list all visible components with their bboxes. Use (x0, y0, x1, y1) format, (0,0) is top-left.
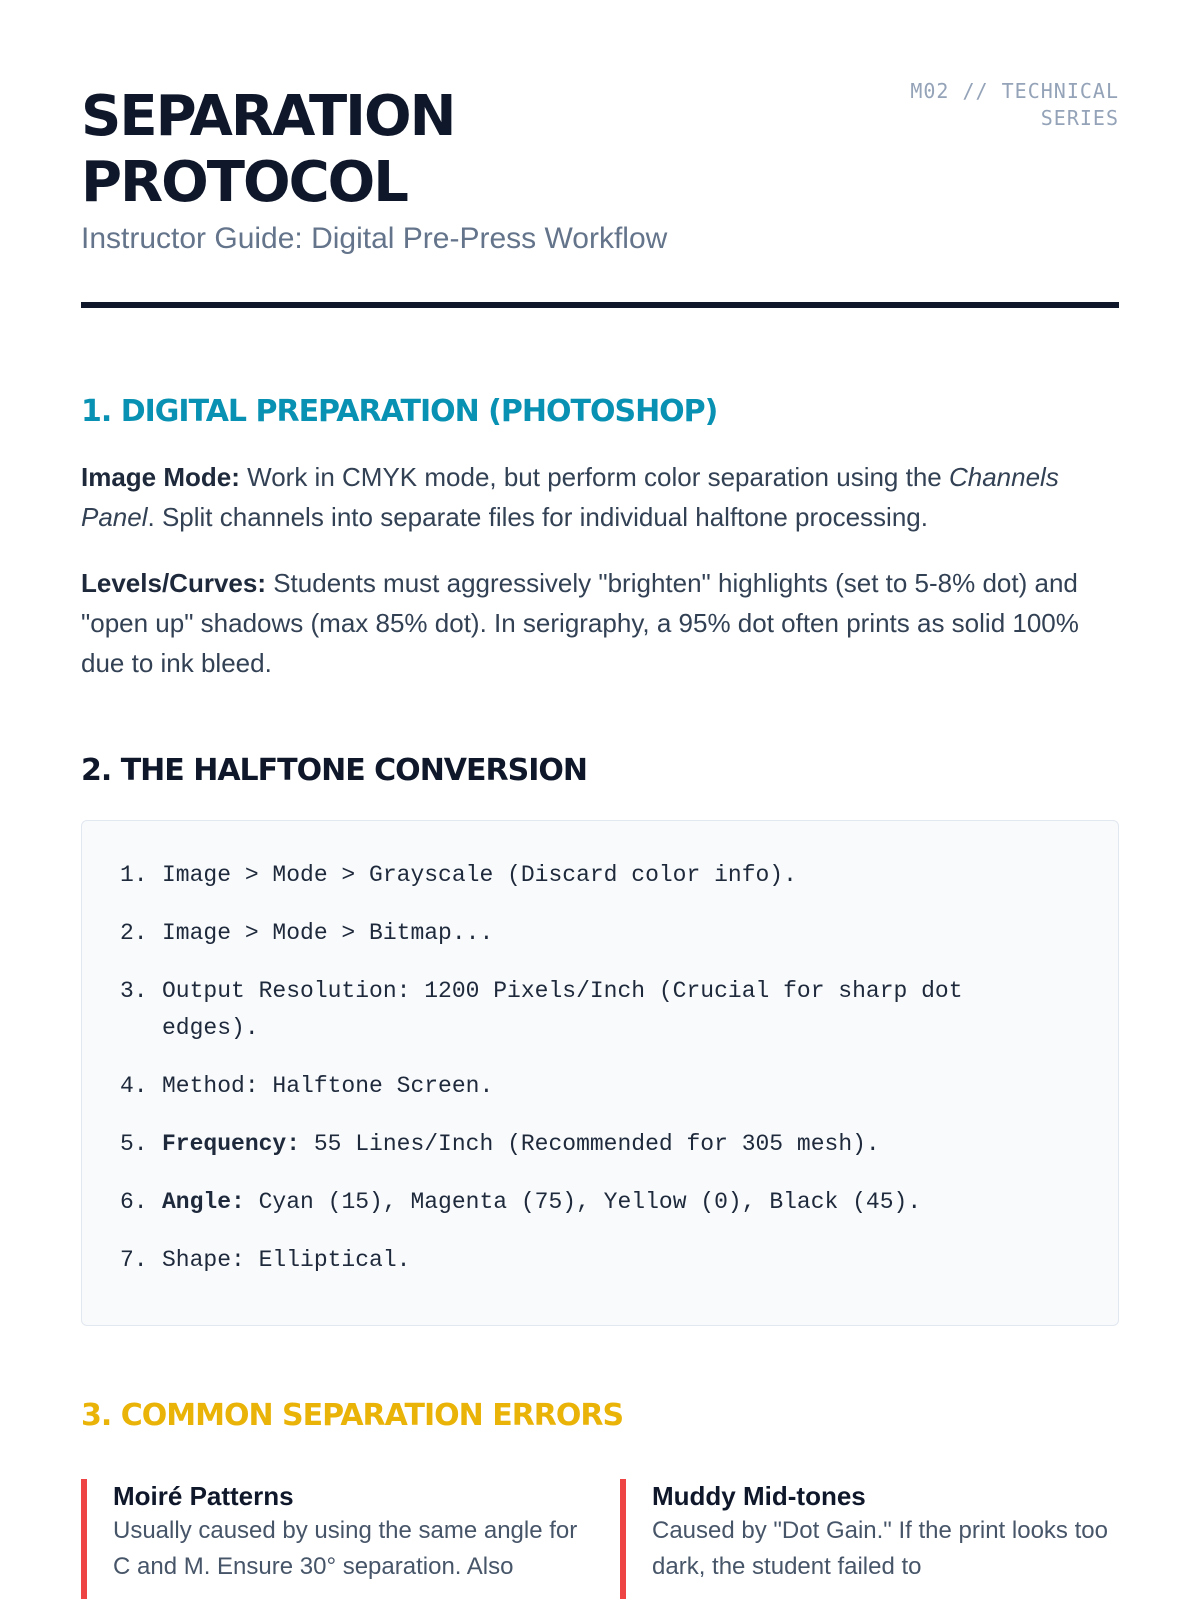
header-divider (81, 302, 1119, 308)
step-number: 1. (120, 862, 148, 888)
step-label: Angle: (162, 1189, 245, 1215)
step-text: Method: Halftone Screen. (162, 1073, 494, 1099)
document-subtitle: Instructor Guide: Digital Pre-Press Workflow (81, 222, 668, 255)
error-card-title: Moiré Patterns (113, 1481, 294, 1511)
image-mode-paragraph (81, 457, 1119, 537)
halftone-step (120, 1126, 1082, 1163)
image-mode-text-a: Work in CMYK mode, but perform color separation using the (239, 462, 949, 492)
step-detail: 55 Lines/Inch (Recommended for 305 mesh). (300, 1131, 880, 1157)
section-heading-common-errors: 3. COMMON SEPARATION ERRORS (81, 1398, 624, 1433)
levels-curves-label: Levels/Curves: (81, 568, 266, 598)
error-card-title: Muddy Mid-tones (652, 1481, 866, 1511)
image-mode-label: Image Mode: (81, 462, 240, 492)
channels-panel-term: Channels Panel (81, 462, 1059, 532)
step-text (162, 1184, 982, 1221)
halftone-step (120, 1068, 1082, 1105)
levels-curves-text: Students must aggressively "brighten" highlights (set to 5-8% dot) and "open up" shadows (max 85% dot). In serigraphy, a 95% dot often prints as solid 100% due to ink bleed. (81, 568, 1079, 678)
error-card-body: Usually caused by using the same angle for C and M. Ensure 30° separation. Also (113, 1517, 578, 1580)
document-title: SEPARATION PROTOCOL (81, 84, 455, 215)
error-card-body: Caused by "Dot Gain." If the print looks too dark, the student failed to (652, 1517, 1108, 1580)
step-number: 6. (120, 1189, 148, 1215)
step-detail: Cyan (15), Magenta (75), Yellow (0), Black (45). (244, 1189, 922, 1215)
section-heading-halftone-conversion: 2. THE HALFTONE CONVERSION (81, 753, 587, 788)
step-label: Frequency: (162, 1131, 301, 1157)
step-text: Output Resolution: 1200 Pixels/Inch (Crucial for sharp dot edges). (162, 978, 963, 1041)
levels-curves-paragraph (81, 563, 1119, 683)
halftone-step (120, 857, 1082, 894)
halftone-step (120, 1184, 1082, 1221)
step-number: 3. (120, 978, 148, 1004)
error-card-moire (81, 1479, 580, 1599)
document-header (81, 0, 1119, 308)
step-number: 2. (120, 920, 148, 946)
halftone-step (120, 973, 1082, 1047)
halftone-step (120, 1242, 1082, 1279)
step-number: 7. (120, 1247, 148, 1273)
step-number: 5. (120, 1131, 148, 1157)
section-digital-preparation (81, 394, 1119, 683)
step-text: Image > Mode > Bitmap... (162, 920, 494, 946)
halftone-steps-list (120, 857, 1082, 1279)
step-text: Image > Mode > Grayscale (Discard color info). (162, 862, 797, 888)
error-card-muddy-midtones (620, 1479, 1119, 1599)
error-cards (81, 1479, 1119, 1599)
section-heading-digital-preparation: 1. DIGITAL PREPARATION (PHOTOSHOP) (81, 394, 718, 429)
step-text (162, 1126, 982, 1163)
halftone-step (120, 915, 1082, 952)
section-halftone-conversion (81, 753, 1119, 1326)
halftone-steps-box (81, 820, 1119, 1326)
step-text: Shape: Elliptical. (162, 1247, 411, 1273)
section-common-errors (81, 1398, 1119, 1599)
step-number: 4. (120, 1073, 148, 1099)
series-tag: M02 // TECHNICAL SERIES (910, 79, 1119, 130)
image-mode-text-b: . Split channels into separate files for individual halftone processing. (147, 502, 928, 532)
